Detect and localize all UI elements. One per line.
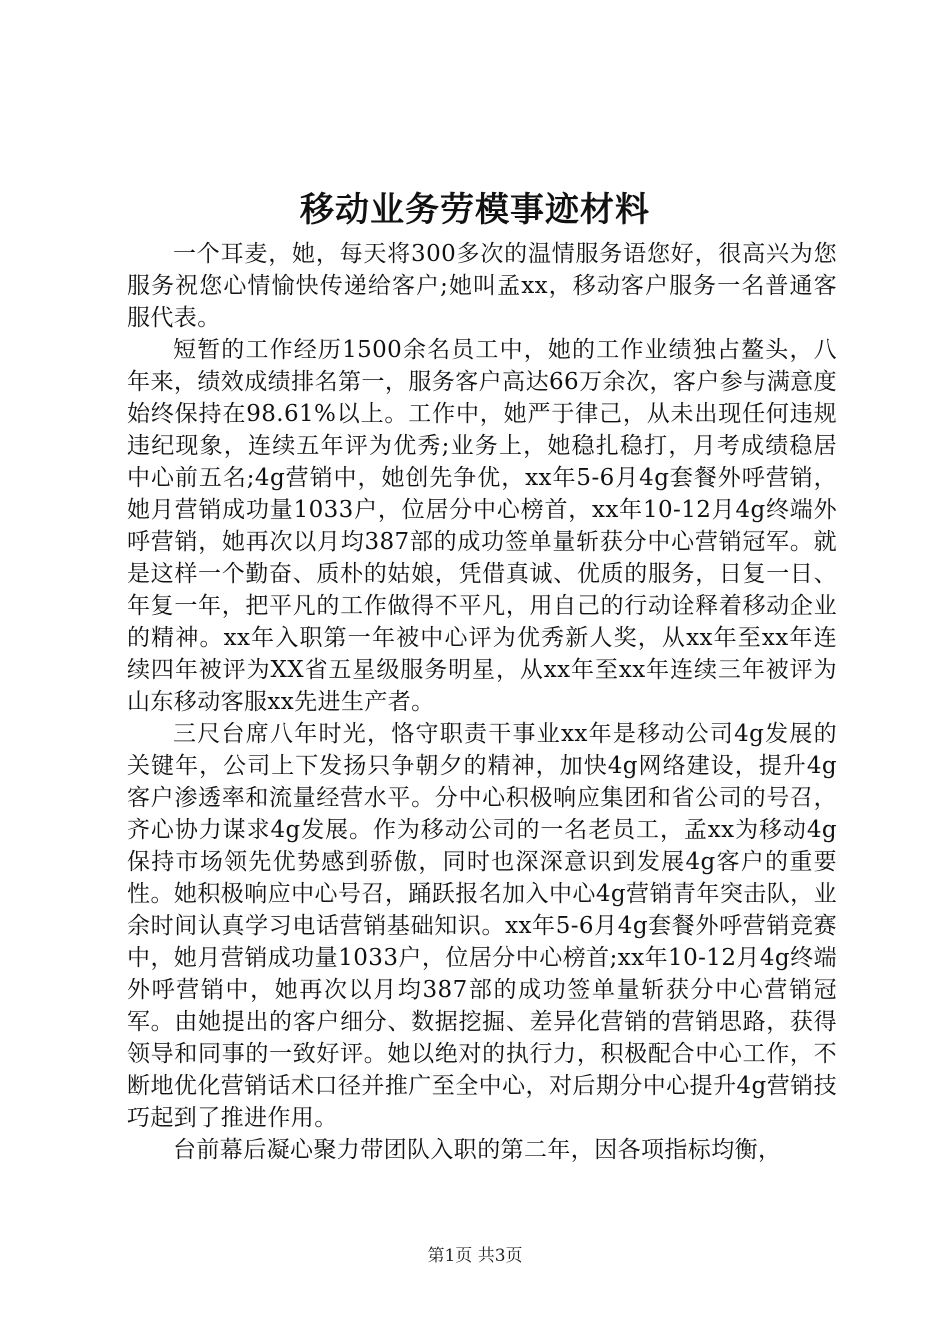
- paragraph-team: 台前幕后凝心聚力带团队入职的第二年，因各项指标均衡，: [173, 1137, 782, 1163]
- page-footer: 第1页 共3页: [427, 1246, 523, 1266]
- paragraph-intro: 一个耳麦，她，每天将300多次的温情服务语您好，很高兴为您服务祝您心情愉快传递给客户;她叫孟xx，移动客户服务一名普通客服代表。: [127, 241, 837, 331]
- paragraph-4g-marketing: 三尺台席八年时光，恪守职责干事业xx年是移动公司4g发展的关键年，公司上下发扬只争朝夕的精神，加快4g网络建设，提升4g客户渗透率和流量经营水平。分中心积极响应集团和省公司的号召，齐心协力谋求4g发展。作为移动公司的一名老员工，孟xx为移动4g保持市场领先优势感到骄傲，同时也深深意识到发展4g客户的重要性。她积极响应中心号召，踊跃报名加入中心4g营销青年突击队，业余时间认真学习电话营销基础知识。xx年5-6月4g套餐外呼营销竞赛中，她月营销成功量1033户，位居分中心榜首;xx年10-12月4g终端外呼营销中，她再次以月均387部的成功签单量斩获分中心营销冠军。由她提出的客户细分、数据挖掘、差异化营销的营销思路，获得领导和同事的一致好评。她以绝对的执行力，积极配合中心工作，不断地优化营销话术口径并推广至全中心，对后期分中心提升4g营销技巧起到了推进作用。: [127, 721, 837, 1131]
- paragraph-work-history: 短暂的工作经历1500余名员工中，她的工作业绩独占鳌头，八年来，绩效成绩排名第一，服务客户高达66万余次，客户参与满意度始终保持在98.61%以上。工作中，她严于律己，从未出现任何违规违纪现象，连续五年评为优秀;业务上，她稳扎稳打，月考成绩稳居中心前五名;4g营销中，她创先争优，xx年5-6月4g套餐外呼营销，她月营销成功量1033户，位居分中心榜首，xx年10-12月4g终端外呼营销，她再次以月均387部的成功签单量斩获分中心营销冠军。就是这样一个勤奋、质朴的姑娘，凭借真诚、优质的服务，日复一日、年复一年，把平凡的工作做得不平凡，用自己的行动诠释着移动企业的精神。xx年入职第一年被中心评为优秀新人奖，从xx年至xx年连续四年被评为XX省五星级服务明星，从xx年至xx年连续三年被评为山东移动客服xx先进生产者。: [127, 337, 837, 715]
- document-title: 移动业务劳模事迹材料: [300, 190, 650, 230]
- document-body: [127, 238, 837, 1166]
